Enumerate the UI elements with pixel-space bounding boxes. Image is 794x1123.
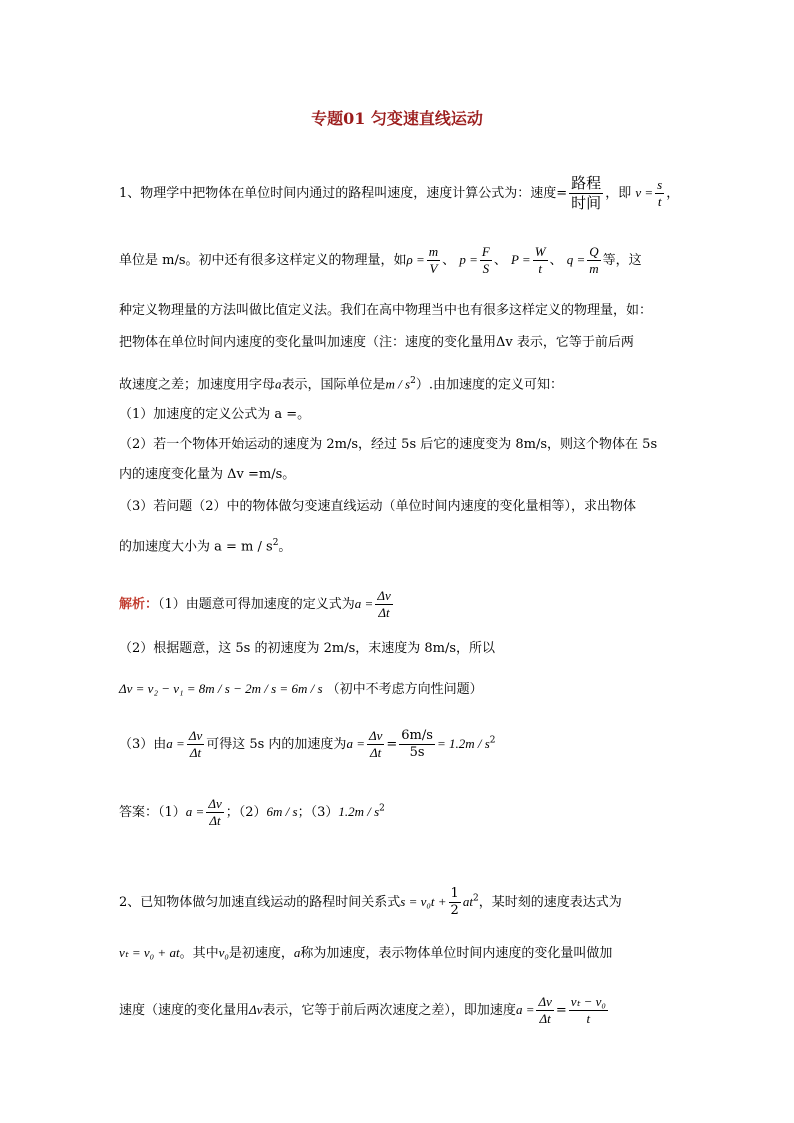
superscript: 2 <box>410 376 416 386</box>
text: 的加速度大小为 a = m / s <box>119 539 273 555</box>
q1-part-1: （1）加速度的定义公式为 a =。 <box>119 407 311 422</box>
text: 称为加速度，表示物体单位时间内速度的变化量叫做加 <box>300 946 613 961</box>
solution-line-3 <box>119 680 483 699</box>
sep: 、 <box>493 253 507 268</box>
fraction-6-5 <box>399 728 435 761</box>
denominator: 时间 <box>571 194 602 212</box>
denominator: t <box>586 1011 591 1026</box>
numerator: vₜ − v₀ <box>570 994 606 1009</box>
formula-a: a = <box>515 1002 535 1017</box>
formula-dv: Δv = v₂ − v₁ = 8m / s − 2m / s = 6m / s <box>119 681 323 696</box>
text: 速度（速度的变化量用 <box>119 1003 250 1018</box>
numerator: Δv <box>377 588 391 603</box>
solution-line-1 <box>119 588 395 621</box>
q1-part-2a: （2）若一个物体开始运动的速度为 2m/s，经过 5s 后它的速度变为 8m/s，则这个物体在 5s <box>119 437 658 452</box>
result: = 1.2m / s <box>436 736 490 751</box>
q1-part-3a: （3）若问题（2）中的物体做匀变速直线运动（单位时间内速度的变化量相等），求出物体 <box>119 499 637 514</box>
q2-line-3: 速度（速度的变化量用Δv表示，它等于前后两次速度之差），即加速度a = $\frac{\Delta v}{\Delta t}$ = $\frac{\text{vₜ − v₀}}{t}$ <box>119 994 606 1026</box>
formula-p: p = <box>459 252 478 267</box>
denominator: Δt <box>378 605 390 620</box>
formula-at: at <box>462 894 473 909</box>
denominator: 5s <box>409 745 425 760</box>
text: 单位是 m/s。初中还有很多这样定义的物理量，如 <box>119 253 407 268</box>
fraction-vt-v0 <box>569 994 608 1027</box>
numerator: Δv <box>368 728 383 743</box>
text: ；（3） <box>297 805 339 820</box>
formula-a: a = <box>185 804 205 819</box>
numerator: m <box>428 244 439 259</box>
text: 表示，国际单位是 <box>281 377 386 393</box>
numerator: 1 <box>450 886 459 901</box>
page-title: 专题01 匀变速直线运动 <box>311 109 483 128</box>
formula-a: a = <box>354 596 374 611</box>
denominator: Δt <box>189 745 202 760</box>
text: ，某时刻的速度表达式为 <box>478 895 622 910</box>
fraction-dv-dt <box>206 796 223 829</box>
fraction-F-S <box>480 244 492 277</box>
text: 等，这 <box>602 253 642 268</box>
superscript: 2 <box>379 803 385 814</box>
formula-v: v = <box>635 185 654 200</box>
q1-line-5 <box>119 372 563 394</box>
formula-q: q = <box>566 252 586 267</box>
text: 。其中 <box>179 946 219 961</box>
text: 可得这 5s 内的加速度为 <box>206 737 347 752</box>
answer-2: 6m / s <box>266 804 298 819</box>
numerator: 6m/s <box>401 728 433 743</box>
sep: 、 <box>442 253 456 268</box>
sep: 、 <box>549 253 563 268</box>
solution-label: 解析： <box>119 597 159 612</box>
q1-line-2 <box>119 244 642 277</box>
q1-part-3b <box>119 534 291 556</box>
unit: m / s <box>385 376 411 392</box>
solution-line-2: （2）根据题意，这 5s 的初速度为 2m/s，末速度为 8m/s，所以 <box>119 641 496 656</box>
superscript: 2 <box>489 735 496 746</box>
q2-line-1 <box>119 886 622 919</box>
denominator: m <box>589 261 599 276</box>
numerator: W <box>534 244 546 259</box>
fraction-dv-dt <box>375 588 392 621</box>
denominator: Δt <box>539 1011 551 1026</box>
q1-part-2b: 内的速度变化量为 Δv =m/s。 <box>119 467 296 482</box>
denominator: t <box>538 261 542 276</box>
text: （初中不考虑方向性问题） <box>326 682 483 697</box>
formula-P: P = <box>510 252 531 267</box>
denominator: V <box>429 261 438 276</box>
symbol-a: a <box>293 945 301 960</box>
q1-line-4: 把物体在单位时间内速度的变化量叫加速度（注：速度的变化量用Δv 表示，它等于前后两 <box>119 335 634 350</box>
answer-label: 答案： <box>119 805 159 820</box>
formula-vt: vₜ = v₀ + at <box>119 945 180 960</box>
denominator: t <box>657 194 662 209</box>
answer-line <box>119 796 385 829</box>
fraction-distance-time <box>569 174 603 213</box>
fraction-dv-dt <box>536 994 553 1027</box>
denominator: Δt <box>209 813 221 828</box>
formula-a: a = <box>166 736 185 751</box>
q2-line-2 <box>119 944 612 963</box>
numerator: Q <box>589 244 599 259</box>
solution-line-4: （3）由a = $\frac{\Delta v}{\Delta t}$ 可得这 5s 内的加速度为a = $\frac{\Delta v}{\Delta t}$ = $\frac{6m/s}{5s}$ = $1.2m / s^2$ <box>119 728 496 760</box>
numerator: Δv <box>208 796 222 811</box>
fraction-dv-dt <box>367 728 384 761</box>
fraction-m-V <box>427 244 440 277</box>
q1-line-1: 1、物理学中把物体在单位时间内通过的路程叫速度，速度计算公式为：速度= $\frac{\text{路程}}{\text{时间}}$ ，即 v = $\frac{s}{t}$ ， <box>119 174 680 212</box>
numerator: Δv <box>538 994 552 1009</box>
text: ；（2） <box>225 805 267 820</box>
text: ，即 <box>605 186 632 201</box>
denominator: Δt <box>370 745 382 760</box>
superscript: 2 <box>272 538 279 548</box>
formula-s: s = v₀t + <box>400 894 447 909</box>
fraction-half <box>449 886 461 919</box>
text: 。 <box>278 539 292 555</box>
formula-rho: ρ = <box>406 252 425 267</box>
text: 表示，它等于前后两次速度之差），即加速度 <box>262 1003 516 1018</box>
text: 是初速度， <box>228 946 294 961</box>
symbol-v0: v₀ <box>218 945 229 960</box>
denominator: 2 <box>450 903 459 918</box>
numerator: F <box>481 244 490 259</box>
text: 2、已知物体做匀加速直线运动的路程时间关系式 <box>119 895 401 910</box>
fraction-s-t <box>655 177 664 210</box>
text: （3）由 <box>119 737 167 752</box>
numerator: 路程 <box>571 174 602 192</box>
superscript: 2 <box>472 893 479 904</box>
text: （1）由题意可得加速度的定义式为 <box>158 597 355 612</box>
answer-3: 1.2m / s <box>338 804 380 819</box>
fraction-dv-dt <box>187 728 204 761</box>
symbol-dv: Δv <box>249 1002 263 1017</box>
symbol-a: a <box>275 376 282 392</box>
q1-line-3: 种定义物理量的方法叫做比值定义法。我们在高中物理当中也有很多这样定义的物理量，如： <box>119 303 653 318</box>
numerator: Δv <box>188 728 203 743</box>
formula-a: a = <box>346 736 365 751</box>
fraction-Q-m <box>587 244 600 277</box>
text: （1） <box>158 805 186 820</box>
text: 1、物理学中把物体在单位时间内通过的路程叫速度，速度计算公式为：速度= <box>119 186 568 201</box>
text: 故速度之差；加速度用字母 <box>119 377 276 393</box>
text: ）.由加速度的定义可知： <box>415 377 563 393</box>
denominator: S <box>482 261 490 276</box>
fraction-W-t <box>533 244 548 277</box>
numerator: s <box>657 177 663 192</box>
